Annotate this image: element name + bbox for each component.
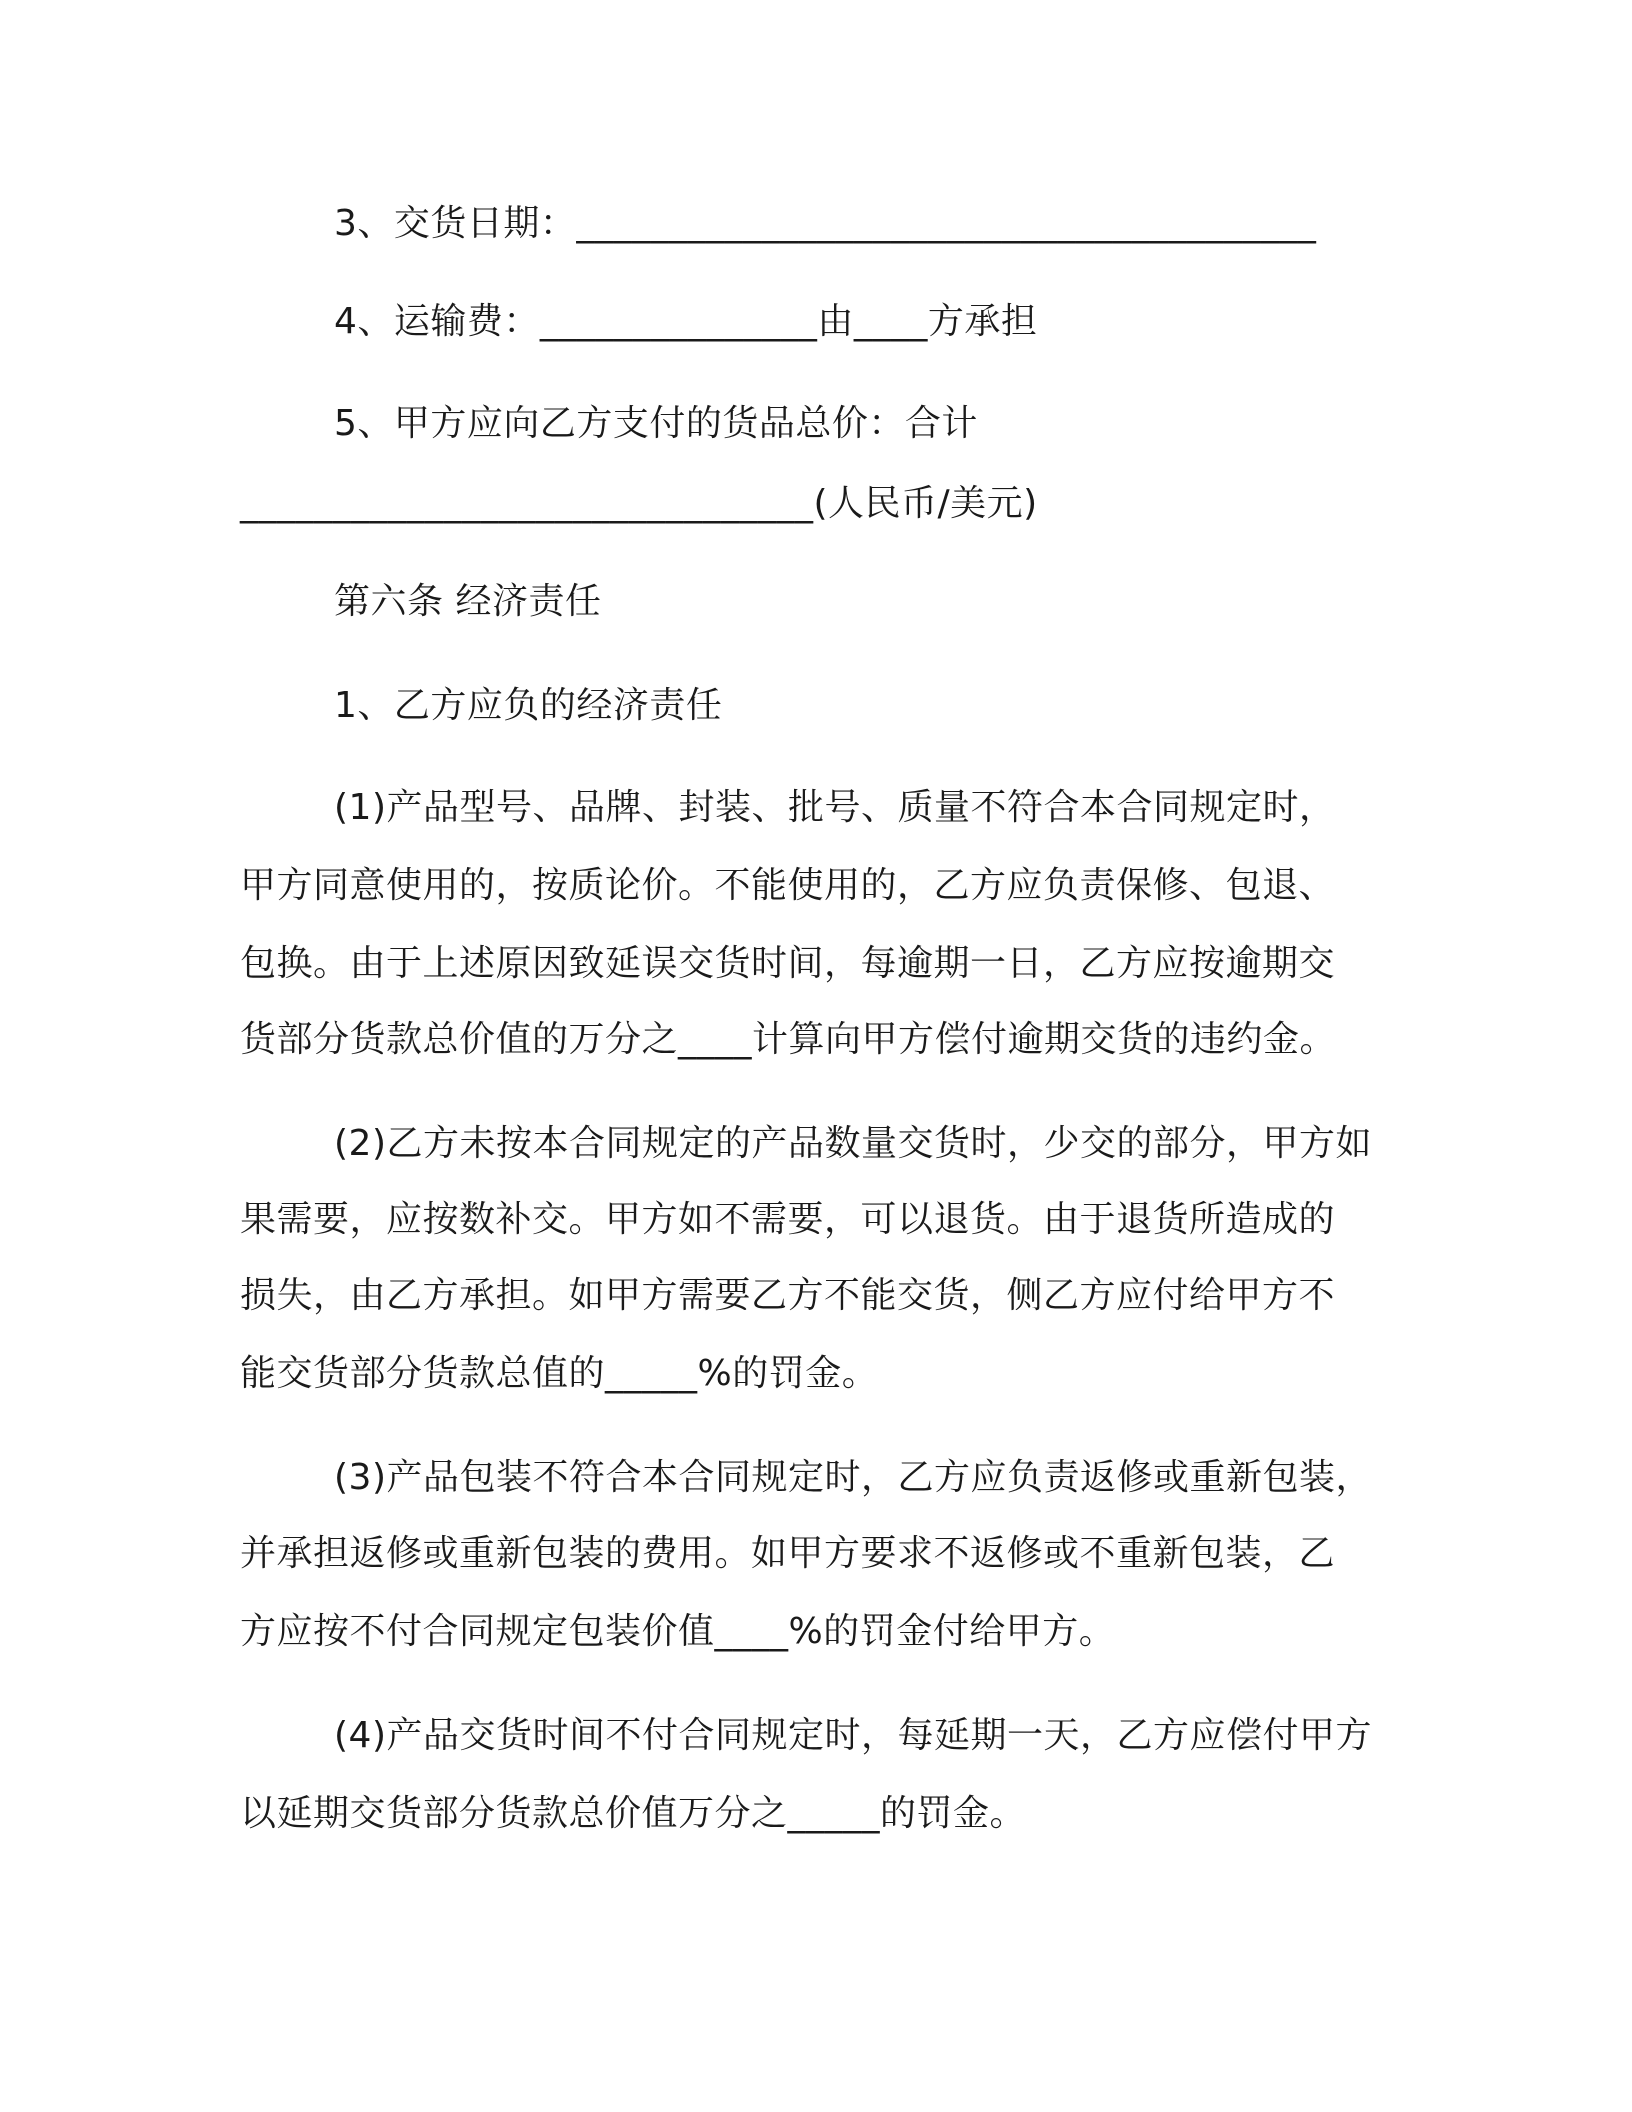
clause-2-line-2: 果需要，应按数补交。甲方如不需要，可以退货。由于退货所造成的 [240, 1199, 1336, 1240]
clause-1-line-2: 甲方同意使用的，按质论价。不能使用的，乙方应负责保修、包退、 [240, 865, 1336, 906]
clause-3-line-2: 并承担返修或重新包装的费用。如甲方要求不返修或不重新包装，乙 [240, 1533, 1336, 1574]
clause-2-line-3: 损失，由乙方承担。如甲方需要乙方不能交货，侧乙方应付给甲方不 [240, 1275, 1336, 1316]
clause-4-line-1: (4)产品交货时间不付合同规定时，每延期一天，乙方应偿付甲方 [334, 1715, 1372, 1756]
clause-2-line-1: (2)乙方未按本合同规定的产品数量交货时，少交的部分，甲方如 [334, 1123, 1372, 1164]
clause-3-line-1: (3)产品包装不符合本合同规定时，乙方应负责返修或重新包装， [334, 1457, 1372, 1498]
clause-4-line-2: 以延期交货部分货款总价值万分之_____的罚金。 [240, 1793, 1027, 1834]
article-six-heading: 第六条 经济责任 [334, 581, 602, 622]
total-price-line: 5、甲方应向乙方支付的货品总价：合计 [334, 403, 978, 444]
clause-1-line-1: (1)产品型号、品牌、封装、批号、质量不符合本合同规定时， [334, 787, 1336, 828]
total-price-blank-line: _______________________________(人民币/美元) [240, 483, 1038, 524]
clause-2-line-4: 能交货部分货款总值的_____%的罚金。 [240, 1353, 879, 1394]
clause-3-line-3: 方应按不付合同规定包装价值____%的罚金付给甲方。 [240, 1611, 1116, 1652]
freight-line: 4、运输费：_______________由____方承担 [334, 301, 1038, 342]
delivery-date-line: 3、交货日期：________________________________________ [334, 203, 1317, 244]
section-one-heading: 1、乙方应负的经济责任 [334, 685, 723, 726]
clause-1-line-4: 货部分货款总价值的万分之____计算向甲方偿付逾期交货的违约金。 [240, 1019, 1337, 1060]
clause-1-line-3: 包换。由于上述原因致延误交货时间，每逾期一日，乙方应按逾期交 [240, 943, 1336, 984]
